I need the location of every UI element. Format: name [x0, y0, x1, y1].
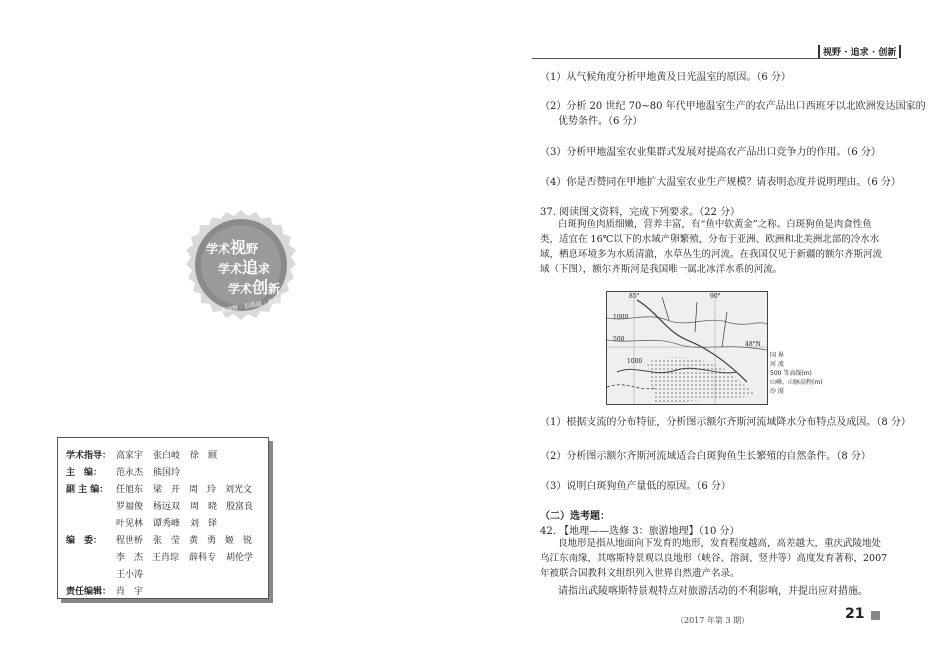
legend-item: 山峰、山脉高程(m)	[770, 379, 823, 386]
map-contour-label: 500	[613, 336, 625, 343]
credits-name: 刘光文	[225, 485, 253, 495]
credits-name: 张白岐	[153, 451, 181, 461]
credits-name: 周	[189, 485, 199, 495]
credits-name: 罗福俊	[116, 502, 144, 512]
header-rule	[532, 58, 897, 59]
credits-name: 梁	[153, 485, 163, 495]
map-lon-label: 85°	[629, 293, 640, 300]
credits-names	[116, 468, 190, 478]
credits-name: 杨远双	[153, 502, 181, 512]
credits-names	[116, 502, 263, 512]
credits-name: 高家宇	[116, 451, 144, 461]
credits-names	[116, 536, 261, 546]
credits-names	[116, 587, 152, 597]
map-lat-label: 48°N	[745, 341, 761, 348]
credits-row	[66, 516, 226, 529]
badge-text: 学术	[228, 282, 253, 296]
credits-row	[66, 448, 226, 461]
credits-name: 程世桥	[116, 536, 144, 546]
credits-label: 学术指导：	[66, 451, 112, 461]
river-basin-map	[606, 291, 768, 405]
section-heading: （二）选考题：	[540, 511, 610, 522]
badge-text: 新	[268, 282, 281, 296]
credits-name: 熊国玲	[153, 468, 181, 478]
credits-name: 开	[171, 485, 181, 495]
map-contour-label: 1000	[627, 358, 643, 365]
credits-row	[66, 465, 190, 478]
credits-name: 肖	[116, 587, 126, 597]
legend-item: 沙 漠	[770, 388, 784, 395]
credits-name: 勇	[207, 536, 217, 546]
map-lon-label: 90°	[710, 293, 721, 300]
map-legend	[770, 351, 823, 396]
badge-text: 追	[242, 258, 259, 277]
question-3: （3）分析甲地温室农业集群式发展对提高农产品出口竞争力的作用。（6 分）	[540, 147, 881, 158]
credits-names	[116, 485, 262, 495]
header-tag: 视野 · 追求 · 创新	[818, 45, 901, 58]
credits-name: 谭秀峰	[153, 519, 181, 529]
legend-item: 河 流	[770, 361, 784, 368]
credits-name: 张	[153, 536, 163, 546]
journal-badge	[184, 208, 298, 322]
question-1: （1）从气候角度分析甲地黄及日光温室的原因。（6 分）	[540, 72, 791, 83]
badge-text: 创	[252, 278, 269, 297]
question-4: （4）你是否赞同在甲地扩大温室农业生产规模？请表明态度并说明理由。（6 分）	[540, 177, 901, 188]
badge-text: 学术	[206, 242, 231, 256]
credits-names	[116, 451, 226, 461]
legend-item: 500 等高线(m)	[770, 370, 812, 377]
legend-item: 国 界	[770, 352, 784, 359]
credits-row	[66, 533, 261, 546]
credits-name: 姬	[225, 536, 235, 546]
credits-names	[116, 553, 263, 563]
badge-arc-text: 重视野 · 追超越 · 重创新	[220, 296, 286, 315]
credits-label: 编 委：	[66, 536, 103, 546]
credits-label: 副 主 编：	[66, 485, 109, 495]
credits-name: 宇	[134, 587, 144, 597]
credits-name: 胡伦学	[226, 553, 254, 563]
credits-row	[66, 550, 263, 563]
credits-name: 铎	[208, 519, 218, 529]
credits-name: 玲	[207, 485, 217, 495]
page-number: 21	[845, 606, 865, 622]
question-42: 42. 【地理——选修 3：旅游地理】（10 分）	[540, 526, 740, 537]
credits-name: 晓	[208, 502, 218, 512]
credits-name: 王肖琮	[152, 553, 180, 563]
credits-label: 主 编：	[66, 468, 103, 478]
credits-row	[66, 584, 152, 597]
credits-names	[116, 570, 153, 580]
credits-name: 叶见林	[116, 519, 144, 529]
credits-name: 任旭东	[116, 485, 144, 495]
credits-row	[66, 499, 263, 512]
page-marker-icon	[871, 611, 880, 620]
question-37-1: （1）根据支流的分布特征，分析图示额尔齐斯河流域降水分布特点及成因。（8 分）	[540, 417, 911, 428]
map-figure-icon	[607, 292, 767, 404]
question-37: 37. 阅读图文资料，完成下列要求。（22 分）	[540, 207, 740, 218]
credits-name: 徐	[190, 451, 200, 461]
credits-name: 莹	[171, 536, 181, 546]
credits-name: 刘	[190, 519, 200, 529]
credits-name: 黄	[189, 536, 199, 546]
question-2-line1: （2）分析 20 世纪 70~80 年代甲地温室生产的农产品出口西班牙以北欧洲发达国家的	[540, 101, 926, 112]
credits-name: 范永杰	[116, 468, 144, 478]
credits-row	[66, 567, 153, 580]
credits-label: 责任编辑：	[66, 587, 112, 597]
badge-text: 野	[246, 242, 259, 256]
credits-row	[66, 482, 262, 495]
credits-name: 顾	[208, 451, 218, 461]
question-2-line2: 优势条件。（6 分）	[558, 116, 643, 127]
badge-text: 视	[230, 238, 247, 257]
question-37-text: 白斑狗鱼肉质细嫩，营养丰富，有“鱼中软黄金”之称。白斑狗鱼是肉食性鱼类，适宜在 16℃以下的水域产卵繁殖，分布于亚洲、欧洲和北美洲北部的冷水水域，栖息环境多为水质清澈，水草丛生的河流。在我国仅见于新疆的额尔齐斯河流域（下图），额尔齐斯河是我国唯一属北冰洋水系的河流。	[540, 219, 883, 275]
credits-name: 李	[116, 553, 126, 563]
credits-names	[116, 519, 226, 529]
question-42-ask: 请指出武陵喀斯特景观特点对旅游活动的不利影响，并提出应对措施。	[558, 586, 868, 597]
credits-name: 殷富良	[226, 502, 254, 512]
credits-name: 王小涛	[116, 570, 144, 580]
question-37-3: （3）说明白斑狗鱼产量低的原因。（6 分）	[540, 481, 731, 492]
credits-name: 锐	[243, 536, 253, 546]
badge-text: 求	[258, 262, 271, 276]
question-42-text: 良地形是指从地面向下发育的地形，发育程度越高，高差越大，重庆武陵地处乌江东南缘，其喀斯特景观以良地形（峡谷、溶洞、竖井等）高度发育著称，2007 年被联合国教科文组织列入世界自然遗产名录。	[540, 538, 888, 579]
credits-name: 薛科专	[189, 553, 217, 563]
question-37-2: （2）分析图示额尔齐斯河流域适合白斑狗鱼生长繁殖的自然条件。（8 分）	[540, 451, 871, 462]
badge-text: 学术	[218, 262, 243, 276]
credits-name: 周	[190, 502, 200, 512]
credits-name: 杰	[134, 553, 144, 563]
map-contour-label: 1000	[613, 314, 629, 321]
issue-label: （2017 年第 3 期）	[676, 616, 750, 625]
credits-box	[57, 437, 269, 599]
